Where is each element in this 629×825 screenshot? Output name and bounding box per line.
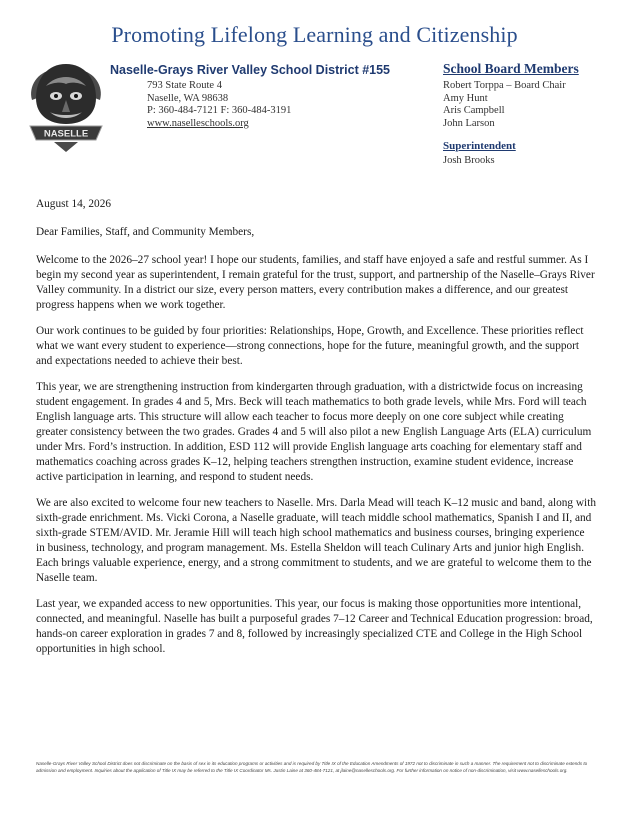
letter-paragraph: Our work continues to be guided by four priorities: Relationships, Hope, Growth, and Excellence. These priorities reflect what we want every student to experience—strong connections, hope for the future, meaningful growth, and the support and expectations needed to achieve their best. — [36, 325, 584, 367]
naselle-comet-logo — [26, 60, 106, 154]
address-line: Naselle, WA 98638 — [147, 92, 229, 104]
phone-fax-line: P: 360-484-7121 F: 360-484-3191 — [147, 105, 292, 117]
letter-date: August 14, 2026 — [36, 198, 112, 210]
board-member: Amy Hunt — [443, 92, 488, 104]
address-line: 793 State Route 4 — [147, 80, 222, 91]
district-name: Naselle-Grays River Valley School District #155 — [110, 63, 391, 77]
district-website-link[interactable]: www.naselleschools.org — [147, 117, 249, 129]
district-address — [147, 80, 291, 130]
letter-paragraph: Welcome to the 2026–27 school year! I hope our students, families, and staff have enjoyed a safe and restful summer. As I begin my second year as superintendent, I remain grateful for the trust, support, and partnership of the Naselle–Grays River Valley community. In a district our size, every person matters, every contribution makes a difference, and our greatest progress happens when we work together. — [36, 254, 595, 311]
superintendent-heading: Superintendent — [443, 140, 516, 152]
school-board-heading: School Board Members — [443, 61, 579, 76]
superintendent-name: Josh Brooks — [443, 155, 495, 166]
letter-body — [36, 197, 596, 668]
logo-text: NASELLE — [43, 128, 89, 140]
letter-paragraph: Last year, we expanded access to new opportunities. This year, our focus is making those opportunities more intentional, connected, and meaningful. Naselle has built a purposeful grades 7–12 Career and Technical Education progression: broad, hands-on career exploration in grades 7 and 8, followed by increasingly specialized CTE and College in the High School opportunities in high school. — [36, 598, 593, 655]
motto-heading: Promoting Lifelong Learning and Citizenship — [111, 22, 518, 47]
board-member: Robert Torppa – Board Chair — [443, 80, 566, 91]
letter-greeting: Dear Families, Staff, and Community Members, — [36, 226, 255, 238]
board-member: Aris Campbell — [443, 105, 505, 117]
board-member-list — [443, 80, 566, 130]
letter-paragraph: We are also excited to welcome four new teachers to Naselle. Mrs. Darla Mead will teach K–12 music and band, along with sixth-grade enrichment. Ms. Vicki Corona, a Naselle graduate, will teach middle school mathematics, Spanish I and II, and sixth-grade STEM/AVID. Mr. Jeramie Hill will teach high school mathematics and business courses, bringing experience in business, technology, and program management. Ms. Estella Sheldon will teach Culinary Arts and junior high English. Each brings valuable experience, energy, and a strong commitment to students, and we are grateful to welcome them to the Naselle team. — [36, 497, 596, 584]
board-member: John Larson — [443, 117, 495, 129]
letter-paragraph: This year, we are strengthening instruction from kindergarten through graduation, with a districtwide focus on increasing student engagement. In grades 4 and 5, Mrs. Beck will teach mathematics to both grade levels, while Mrs. Ford will teach English language arts. This structure will allow each teacher to focus more deeply on one core subject while creating greater consistency between the two grades. Grades 4 and 5 will also pilot a new English Language Arts (ELA) curriculum under Mrs. Ford’s instruction. In addition, ESD 112 will provide English language arts coaching for elementary staff and mathematics coaching across grades K–12, helping teachers strengthen instruction, examine student evidence, increase active participation in learning, and respond to student needs. — [36, 381, 592, 483]
non-discrimination-notice: Naselle-Grays River Valley School District does not discriminate on the basis of sex in its education programs or activities and is required by Title IX of the Education Amendments of 1972 not to discriminate in such a manner. The requirement not to discriminate extends to admission and employment. Inquiries about the application of Title IX may be referred to the Title IX Coordinator Ms. Justin Laine at 360-484-7121, at jlaine@naselleschools.org. For further information on notice of non-discrimination, visit www.naselleschools.org. — [36, 761, 588, 774]
